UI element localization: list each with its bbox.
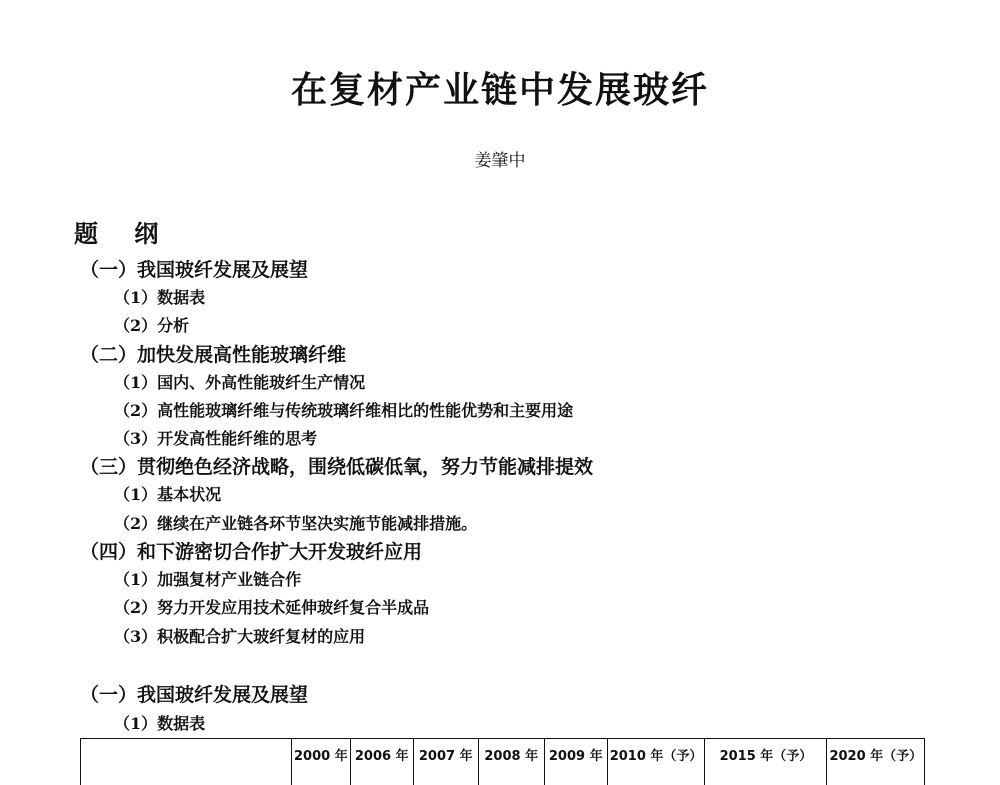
outline-subsection-item: （1）数据表	[114, 284, 593, 312]
table-header-cell	[81, 739, 292, 785]
outline-section-title: （二）加快发展高性能玻璃纤维	[80, 341, 593, 369]
outline-subsection-item: （1）国内、外高性能玻纤生产情况	[114, 369, 593, 397]
outline-subsection-list	[80, 566, 593, 651]
document-title: 在复材产业链中发展玻纤	[0, 62, 1000, 113]
table-header-row	[81, 739, 925, 785]
outline-section	[80, 256, 593, 341]
outline-section	[80, 341, 593, 454]
outline-subsection-list	[80, 481, 593, 538]
body-subsection-heading: （1）数据表	[114, 710, 205, 738]
table-header-cell: 2010 年（予）	[607, 739, 705, 785]
table-header-cell: 2015 年（予）	[705, 739, 827, 785]
outline-subsection-list	[80, 369, 593, 454]
table-header-cell: 2008 年	[478, 739, 544, 785]
outline-section-title: （三）贯彻绝色经济战略，围绕低碳低氧，努力节能减排提效	[80, 453, 593, 481]
outline-section	[80, 538, 593, 651]
outline-list	[80, 256, 593, 651]
outline-subsection-item: （2）分析	[114, 312, 593, 340]
outline-section-title: （四）和下游密切合作扩大开发玻纤应用	[80, 538, 593, 566]
table-header-cell: 2009 年	[544, 739, 607, 785]
outline-section-title: （一）我国玻纤发展及展望	[80, 256, 593, 284]
outline-subsection-list	[80, 284, 593, 341]
outline-subsection-item: （1）基本状况	[114, 481, 593, 509]
table-header-cell: 2007 年	[413, 739, 478, 785]
outline-subsection-item: （2）继续在产业链各环节坚决实施节能减排措施。	[114, 510, 593, 538]
data-table	[80, 738, 925, 785]
outline-subsection-item: （2）努力开发应用技术延伸玻纤复合半成品	[114, 594, 593, 622]
outline-subsection-item: （3）开发高性能纤维的思考	[114, 425, 593, 453]
document-author: 姜肇中	[0, 146, 1000, 171]
table-header-cell: 2006 年	[350, 739, 413, 785]
table-header-cell: 2020 年（予）	[827, 739, 925, 785]
table-header-cell: 2000 年	[292, 739, 351, 785]
outline-section	[80, 453, 593, 538]
outline-subsection-item: （2）高性能玻璃纤维与传统玻璃纤维相比的性能优势和主要用途	[114, 397, 593, 425]
outline-heading: 题 纲	[74, 214, 172, 249]
body-section-heading: （一）我国玻纤发展及展望	[80, 681, 308, 709]
outline-subsection-item: （1）加强复材产业链合作	[114, 566, 593, 594]
outline-subsection-item: （3）积极配合扩大玻纤复材的应用	[114, 623, 593, 651]
